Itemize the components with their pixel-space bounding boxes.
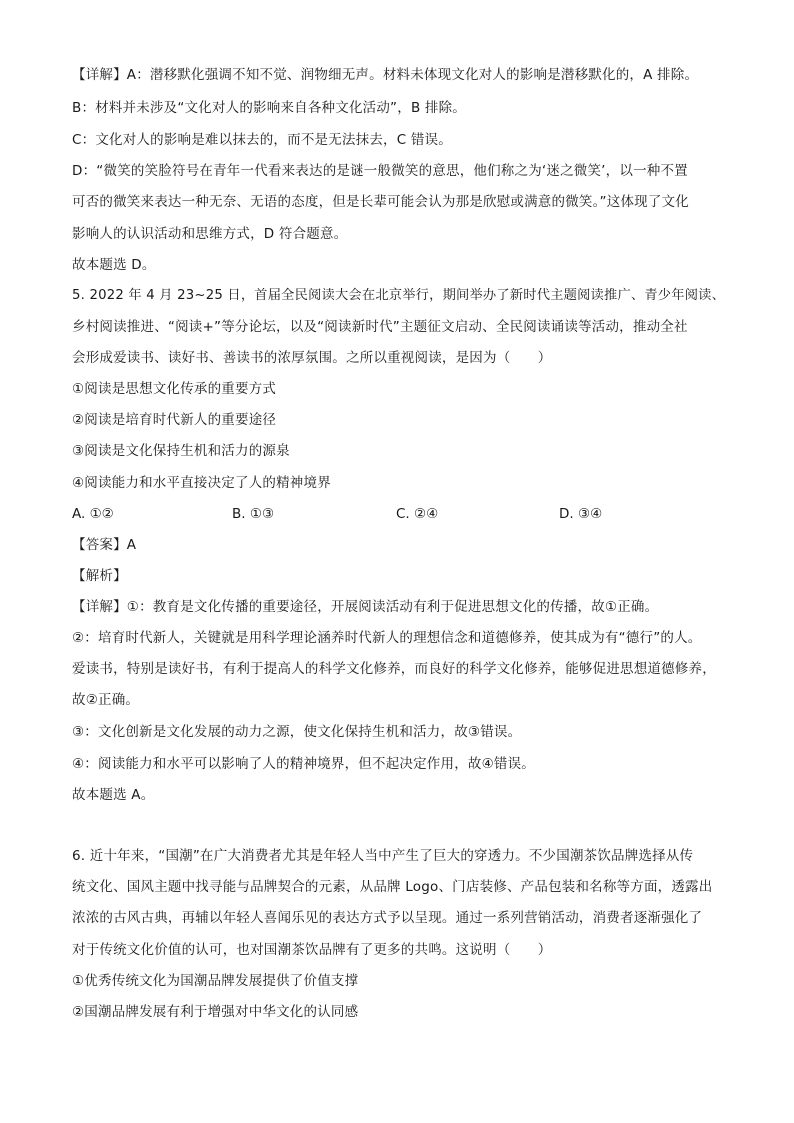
q5-detail-line-6: ④：阅读能力和水平可以影响了人的精神境界，但不起决定作用，故④错误。 bbox=[72, 756, 536, 772]
q5-detail-line-3: 爱读书，特别是读好书，有利于提高人的科学文化修养，而良好的科学文化修养，能够促进思想道德修养， bbox=[72, 661, 716, 677]
q5-stem-line-1: 5. 2022 年 4 月 23~25 日，首届全民阅读大会在北京举行，期间举办了新时代主题阅读推广、青少年阅读、 bbox=[72, 288, 726, 303]
q4-detail-line-6: 影响人的认识活动和思维方式，D 符合题意。 bbox=[72, 226, 348, 242]
q5-item-4: ④阅读能力和水平直接决定了人的精神境界 bbox=[72, 475, 331, 491]
q6-stem-line-1: 6. 近十年来，“国潮”在广大消费者尤其是年轻人当中产生了巨大的穿透力。不少国潮茶饮品牌选择从传 bbox=[72, 848, 694, 864]
q5-stem-line-3: 会形成爱读书、读好书、善读书的浓厚氛围。之所以重视阅读，是因为（ ） bbox=[72, 350, 552, 366]
q5-item-3: ③阅读是文化保持生机和活力的源泉 bbox=[72, 443, 290, 459]
q4-detail-line-1: 【详解】A：潜移默化强调不知不觉、润物细无声。材料未体现文化对人的影响是潜移默化的，A 排除。 bbox=[72, 67, 699, 83]
q5-conclusion: 故本题选 A。 bbox=[72, 787, 155, 803]
q6-stem-line-4: 对于传统文化价值的认可，也对国潮茶饮品牌有了更多的共鸣。这说明（ ） bbox=[72, 942, 552, 958]
q4-detail-line-4: D：“微笑的笑脸符号在青年一代看来表达的是谜一般微笑的意思，他们称之为‘迷之微笑’，以一种不置 bbox=[72, 163, 688, 179]
q5-analysis-heading: 【解析】 bbox=[72, 568, 127, 584]
q6-item-1: ①优秀传统文化为国潮品牌发展提供了价值支撑 bbox=[72, 973, 359, 989]
q4-detail-line-5: 可否的微笑来表达一种无奈、无语的态度，但是长辈可能会认为那是欣慰或满意的微笑。”这体现了文化 bbox=[72, 194, 689, 210]
q5-stem-line-2: 乡村阅读推进、“阅读+”等分论坛，以及“阅读新时代”主题征文启动、全民阅读诵读等活动，推动全社 bbox=[72, 319, 688, 335]
q6-stem-line-3: 浓浓的古风古典，再辅以年轻人喜闻乐见的表达方式予以呈现。通过一系列营销活动，消费者逐渐强化了 bbox=[72, 910, 703, 926]
q6-item-2: ②国潮品牌发展有利于增强对中华文化的认同感 bbox=[72, 1004, 359, 1020]
q5-option-d: D. ③④ bbox=[559, 506, 603, 522]
q5-detail-line-4: 故②正确。 bbox=[72, 692, 140, 708]
q5-detail-line-2: ②：培育时代新人，关键就是用科学理论涵养时代新人的理想信念和道德修养，使其成为有“德行”的人。 bbox=[72, 630, 702, 646]
q5-item-1: ①阅读是思想文化传承的重要方式 bbox=[72, 381, 277, 397]
q5-item-2: ②阅读是培育时代新人的重要途径 bbox=[72, 412, 277, 428]
q5-answer: 【答案】A bbox=[72, 537, 137, 553]
q5-option-b: B. ①③ bbox=[232, 506, 275, 522]
q6-stem-line-2: 统文化、国风主题中找寻能与品牌契合的元素，从品牌 Logo、门店装修、产品包装和名称等方面，透露出 bbox=[72, 879, 713, 895]
q4-detail-line-2: B：材料并未涉及“文化对人的影响来自各种文化活动”，B 排除。 bbox=[72, 100, 467, 116]
q5-detail-line-1: 【详解】①：教育是文化传播的重要途径，开展阅读活动有利于促进思想文化的传播，故①正确。 bbox=[72, 599, 659, 615]
q4-conclusion: 故本题选 D。 bbox=[72, 257, 156, 273]
q5-options bbox=[72, 505, 732, 523]
q5-option-c: C. ②④ bbox=[396, 506, 439, 522]
q4-detail-line-3: C：文化对人的影响是难以抹去的，而不是无法抹去，C 错误。 bbox=[72, 132, 452, 148]
q5-option-a: A. ①② bbox=[72, 506, 114, 522]
q5-detail-line-5: ③：文化创新是文化发展的动力之源，使文化保持生机和活力，故③错误。 bbox=[72, 724, 522, 740]
